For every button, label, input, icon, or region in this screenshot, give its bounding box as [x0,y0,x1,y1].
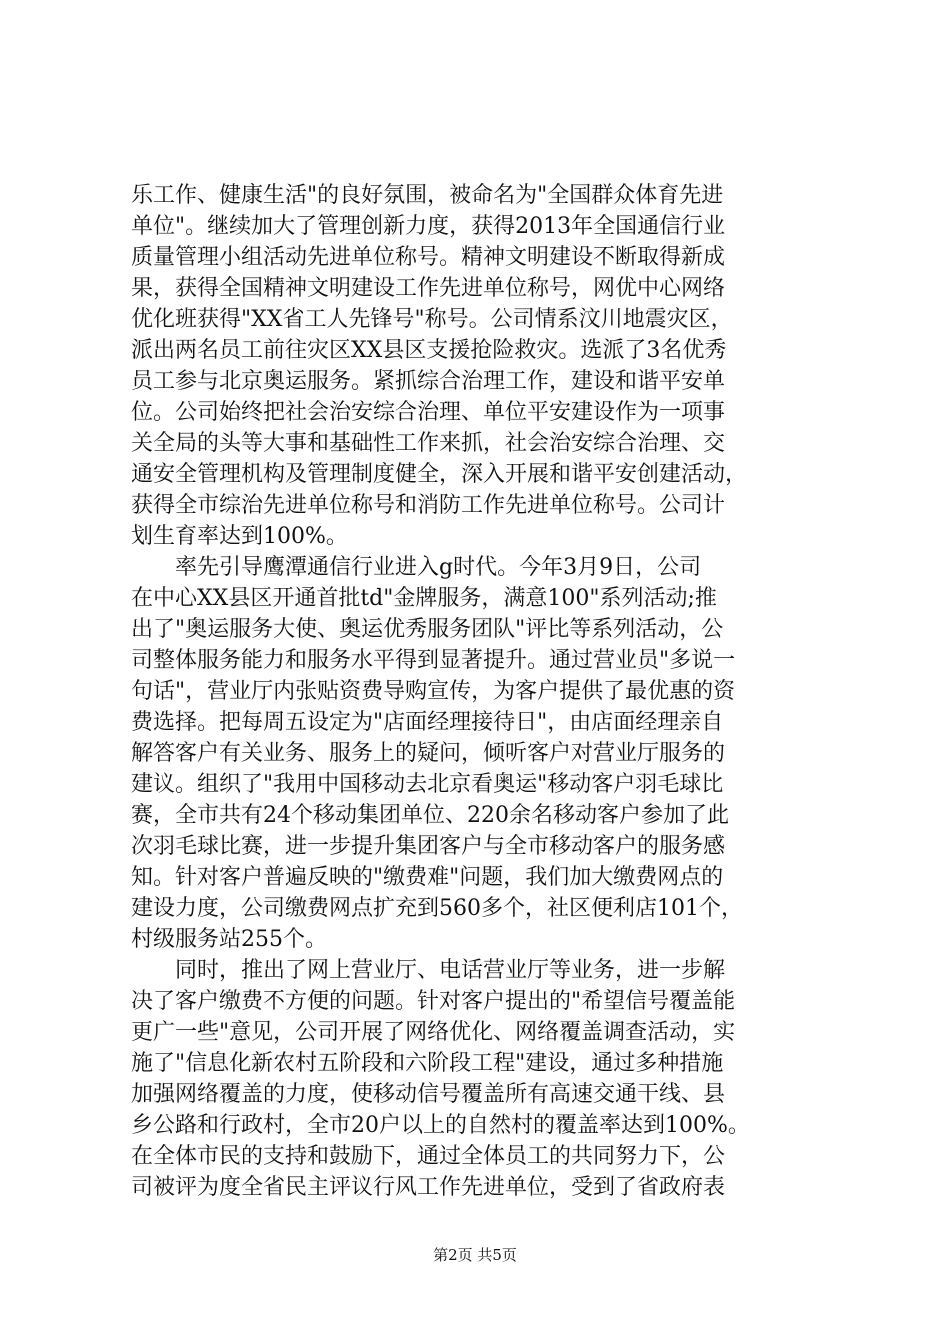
text-line: 出了"奥运服务大使、奥运优秀服务团队"评比等系列活动，公 [131,617,724,642]
text-line: 通安全管理机构及管理制度健全，深入开展和谐平安创建活动， [131,462,748,487]
text-line: 施了"信息化新农村五阶段和六阶段工程"建设，通过多种措施 [131,1051,724,1076]
text-line: 乡公路和行政村，全市20户以上的自然村的覆盖率达到100%。 [131,1113,750,1138]
text-line: 员工参与北京奥运服务。紧抓综合治理工作，建设和谐平安单 [131,369,726,394]
text-line: 次羽毛球比赛，进一步提升集团客户与全市移动客户的服务感 [131,834,726,859]
text-line: 知。针对客户普遍反映的"缴费难"问题，我们加大缴费网点的 [131,865,724,890]
page-footer: 第2页 共5页 [433,1246,517,1264]
text-line: 关全局的头等大事和基础性工作来抓，社会治安综合治理、交 [131,431,726,456]
text-line: 司整体服务能力和服务水平得到显著提升。通过营业员"多说一 [131,648,736,673]
text-line: 更广一些"意见，公司开展了网络优化、网络覆盖调查活动，实 [131,1020,736,1045]
text-line: 在中心XX县区开通首批td"金牌服务，满意100"系列活动;推 [131,586,717,611]
text-line: 率先引导鹰潭通信行业进入g时代。今年3月9日，公司 [131,555,702,580]
text-line: 同时，推出了网上营业厅、电话营业厅等业务，进一步解 [131,958,726,983]
text-line: 质量管理小组活动先进单位称号。精神文明建设不断取得新成 [131,245,726,270]
text-line: 获得全市综治先进单位称号和消防工作先进单位称号。公司计 [131,493,726,518]
text-line: 村级服务站255个。 [131,927,327,952]
text-line: 建议。组织了"我用中国移动去北京看奥运"移动客户羽毛球比 [131,772,724,797]
text-line: 位。公司始终把社会治安综合治理、单位平安建设作为一项事 [131,400,726,425]
document-body [131,180,831,1203]
text-line: 优化班获得"XX省工人先锋号"称号。公司情系汶川地震灾区， [131,307,733,332]
text-line: 建设力度，公司缴费网点扩充到560多个，社区便利店101个， [131,896,743,921]
text-line: 赛，全市共有24个移动集团单位、220余名移动客户参加了此 [131,803,729,828]
text-line: 单位"。继续加大了管理创新力度，获得2013年全国通信行业 [131,214,726,239]
text-line: 加强网络覆盖的力度，使移动信号覆盖所有高速交通干线、县 [131,1082,726,1107]
text-line: 决了客户缴费不方便的问题。针对客户提出的"希望信号覆盖能 [131,989,736,1014]
text-line: 派出两名员工前往灾区XX县区支援抢险救灾。选派了3名优秀 [131,338,727,363]
text-line: 在全体市民的支持和鼓励下，通过全体员工的共同努力下，公 [131,1144,726,1169]
text-line: 果，获得全国精神文明建设工作先进单位称号，网优中心网络 [131,276,726,301]
text-line: 司被评为度全省民主评议行风工作先进单位，受到了省政府表 [131,1175,726,1200]
text-line: 费选择。把每周五设定为"店面经理接待日"，由店面经理亲自 [131,710,724,735]
text-line: 解答客户有关业务、服务上的疑问，倾听客户对营业厅服务的 [131,741,726,766]
text-line: 划生育率达到100%。 [131,524,348,549]
text-line: 句话"，营业厅内张贴资费导购宣传，为客户提供了最优惠的资 [131,679,736,704]
text-line: 乐工作、健康生活"的良好氛围，被命名为"全国群众体育先进 [131,183,724,208]
